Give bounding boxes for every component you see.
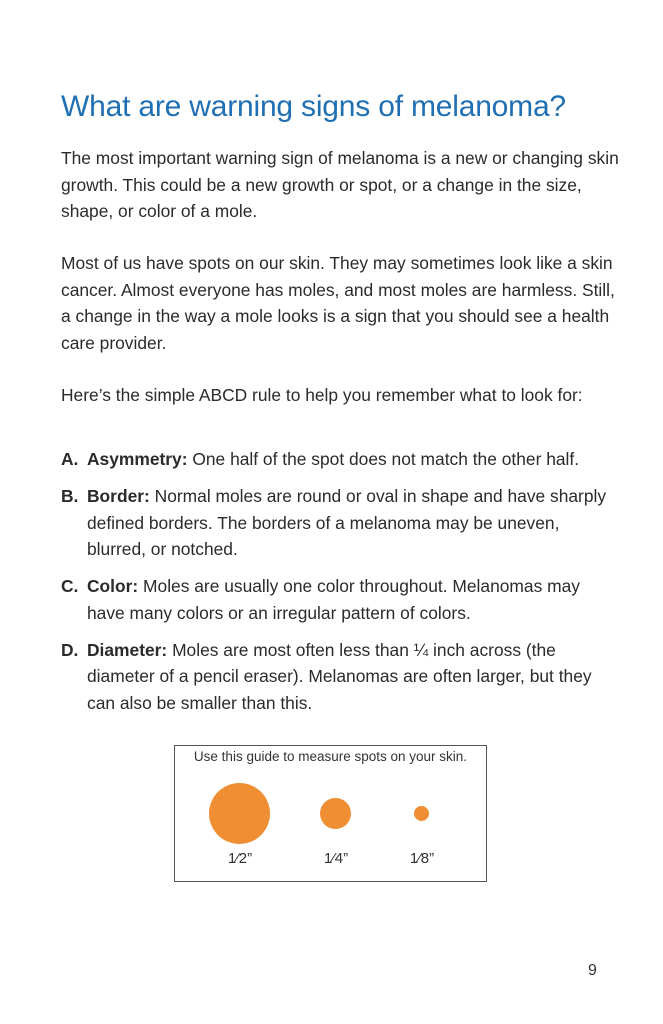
page-heading: What are warning signs of melanoma? [61,90,566,123]
abcd-letter: A. [61,449,79,469]
intro-paragraph: The most important warning sign of melanoma is a new or changing skin growth. This could be a new growth or spot, or a change in the size, shape, or color of a mole. [61,148,619,221]
abcd-item-color [61,573,621,626]
abcd-letter: B. [61,486,79,506]
abcd-description: Moles are most often less than ¼ inch across (the diameter of a pencil eraser). Melanomas are often larger, but they can also be smaller than this. [87,639,592,713]
abcd-rule-list [61,446,621,727]
eighth-inch-spot [414,806,429,821]
quarter-inch-label: 1⁄4” [323,850,349,867]
spots-paragraph: Most of us have spots on our skin. They may sometimes look like a skin cancer. Almost everyone has moles, and most moles are harmless. Still, a change in the way a mole looks is a sign that you should see a health care provider. [61,253,615,353]
abcd-term: Color: [87,576,139,596]
half-inch-spot [209,783,270,844]
abcd-item-asymmetry [61,446,621,473]
abcd-description: Moles are usually one color throughout. Melanomas may have many colors or an irregular pattern of colors. [87,576,580,623]
abcd-item-diameter [61,637,621,717]
abcd-term: Asymmetry: [87,449,188,469]
abcd-intro-paragraph: Here’s the simple ABCD rule to help you remember what to look for: [61,385,583,405]
page-number: 9 [588,962,597,979]
abcd-letter: C. [61,576,79,596]
abcd-description: One half of the spot does not match the other half. [187,449,580,469]
quarter-inch-spot [320,798,351,829]
abcd-term: Border: [87,486,150,506]
guide-caption: Use this guide to measure spots on your skin. [193,749,468,764]
measurement-guide-box [174,745,487,882]
abcd-term: Diameter: [87,639,168,660]
eighth-inch-label: 1⁄8” [409,850,435,867]
abcd-item-border [61,483,621,563]
abcd-letter: D. [61,639,79,660]
abcd-description: Normal moles are round or oval in shape and have sharply defined borders. The borders of a melanoma may be uneven, blurred, or notched. [87,486,607,559]
half-inch-label: 1⁄2” [227,850,253,867]
